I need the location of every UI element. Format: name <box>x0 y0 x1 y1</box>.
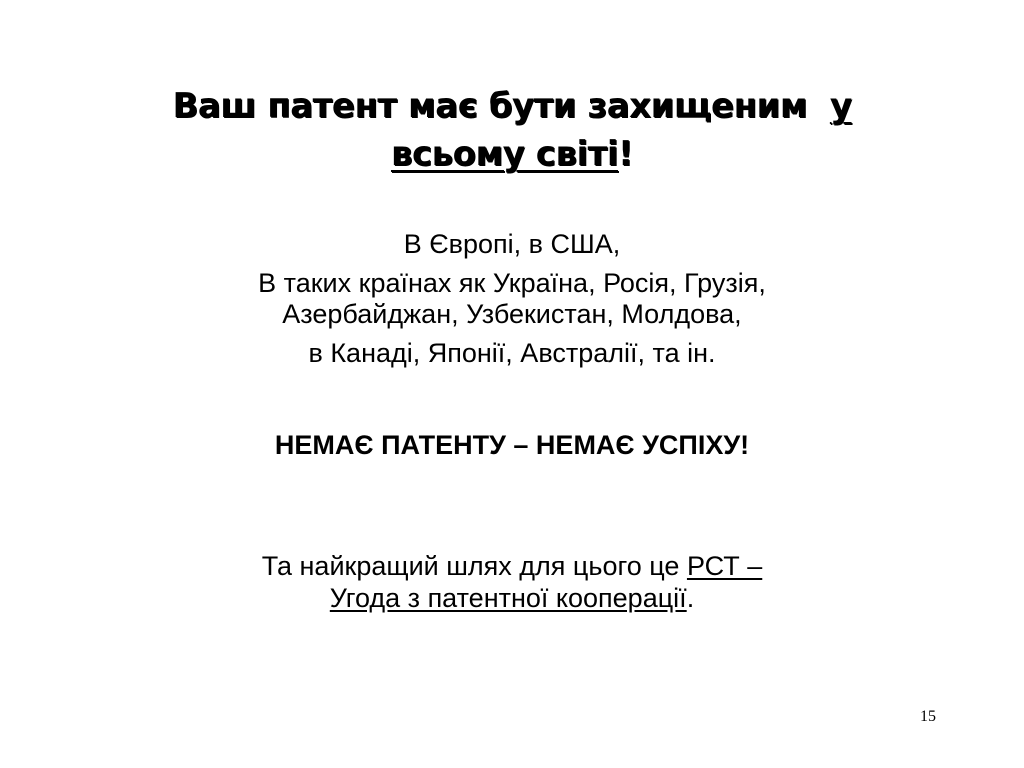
title-text: Ваш патент має бути захищеним <box>172 86 808 126</box>
pct-period: . <box>686 583 695 613</box>
page-number: 15 <box>920 708 936 725</box>
pct-statement <box>80 550 944 614</box>
pct-link-abbreviation: РСТ – <box>686 551 763 581</box>
slide-title <box>100 82 924 178</box>
title-underlined-word: у <box>829 86 852 126</box>
countries-line-4: в Канаді, Японії, Австралії, та ін. <box>308 338 716 368</box>
title-exclamation: ! <box>618 134 634 174</box>
pct-link-name: Угода з патентної кооперації <box>329 583 687 613</box>
title-underlined-phrase: всьому світі <box>390 134 618 174</box>
countries-line-1: В Європі, в США, <box>403 229 621 259</box>
countries-list <box>80 229 944 369</box>
countries-line-3: Азербайджан, Узбекистан, Молдова, <box>282 299 742 329</box>
slogan: НЕМАЄ ПАТЕНТУ – НЕМАЄ УСПІХУ! <box>274 430 750 460</box>
countries-line-2: В таких країнах як Україна, Росія, Грузія, <box>258 268 766 298</box>
pct-prefix: Та найкращий шлях для цього це <box>261 551 680 581</box>
